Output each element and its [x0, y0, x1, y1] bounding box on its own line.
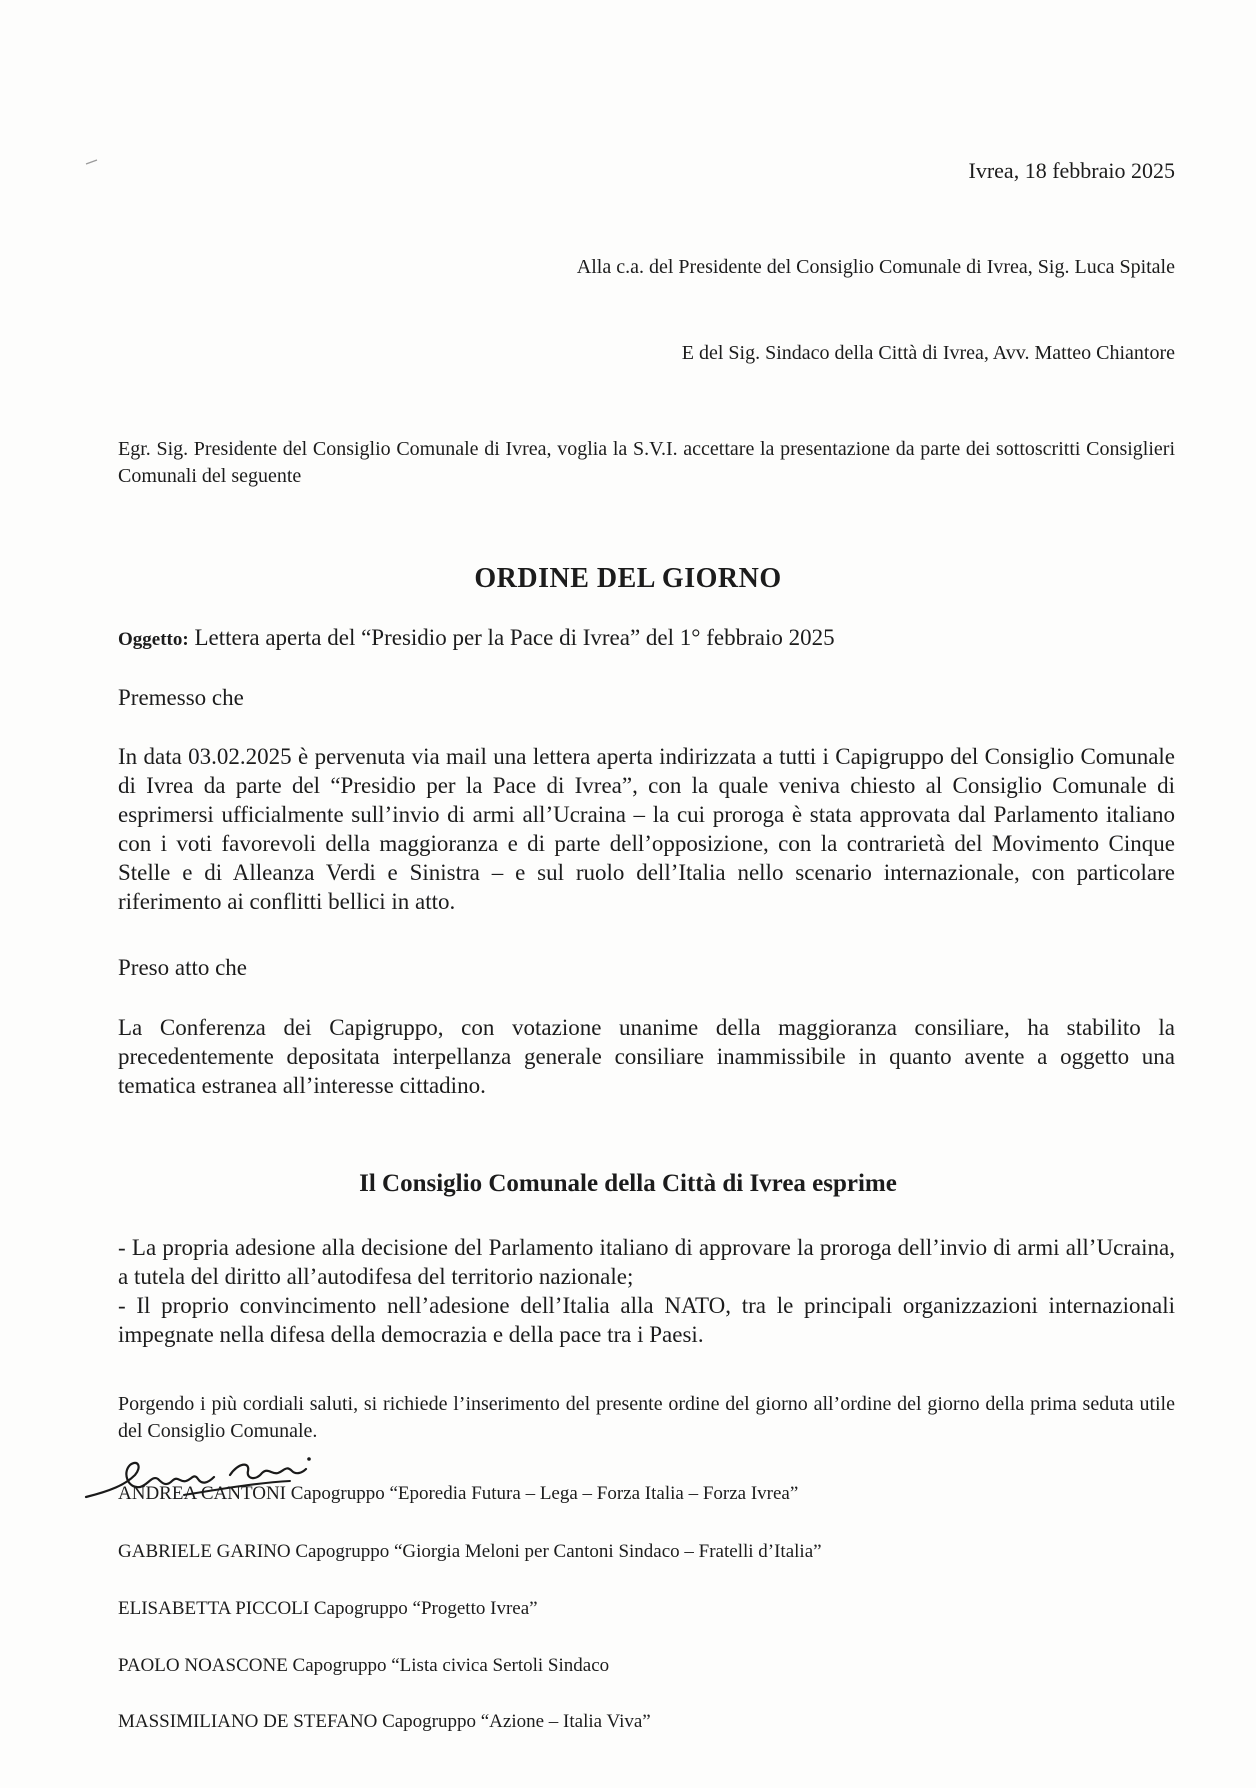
premesso-paragraph: In data 03.02.2025 è pervenuta via mail una lettera aperta indirizzata a tutti i Capigruppo del Consiglio Comunale di Ivrea da parte del “Presidio per la Pace di Ivrea”, con la quale veniva chiesto al Consiglio Comunale di esprimersi ufficialmente sull’invio di armi all’Ucraina – la cui proroga è stata approvata dal Parlamento italiano con i voti favorevoli della maggioranza e di parte dell’opposizione, con la contrarietà del Movimento Cinque Stelle e di Alleanza Verdi e Sinistra – e sul ruolo dell’Italia nello scenario internazionale, con particolare riferimento ai conflitti bellici in atto.: [118, 744, 1175, 914]
subject-label: Oggetto:: [118, 629, 189, 650]
stray-mark-icon: [85, 158, 99, 166]
signer-noascone: PAOLO NOASCONE Capogruppo “Lista civica Sertoli Sindaco: [118, 1655, 610, 1676]
subject-line: [118, 623, 1175, 654]
preso-atto-paragraph: La Conferenza dei Capigruppo, con votazione unanime della maggioranza consiliare, ha stabilito la precedentemente depositata interpellanza generale consiliare inammissibile in quanto avente a oggetto una tematica estranea all’interesse cittadino.: [118, 1015, 1175, 1098]
preso-atto-heading: Preso atto che: [118, 955, 248, 980]
signer-cantoni: ANDREA CANTONI Capogruppo “Eporedia Futura – Lega – Forza Italia – Forza Ivrea”: [118, 1483, 799, 1504]
subject-text: Lettera aperta del “Presidio per la Pace di Ivrea” del 1° febbraio 2025: [194, 625, 835, 650]
intro-paragraph: Egr. Sig. Presidente del Consiglio Comunale di Ivrea, voglia la S.V.I. accettare la presentazione da parte dei sottoscritti Consiglieri Comunali del seguente: [118, 438, 1175, 487]
esprime-list: [118, 1233, 1175, 1349]
signer-garino: GABRIELE GARINO Capogruppo “Giorgia Meloni per Cantoni Sindaco – Fratelli d’Italia”: [118, 1541, 822, 1562]
recipient-mayor: E del Sig. Sindaco della Città di Ivrea, Avv. Matteo Chiantore: [681, 342, 1175, 364]
recipient-president: Alla c.a. del Presidente del Consiglio Comunale di Ivrea, Sig. Luca Spitale: [576, 256, 1175, 278]
list-item: - La propria adesione alla decisione del Parlamento italiano di approvare la proroga dell’invio di armi all’Ucraina, a tutela del diritto all’autodifesa del territorio nazionale;: [118, 1235, 1175, 1289]
esprime-heading: Il Consiglio Comunale della Città di Ivrea esprime: [359, 1170, 897, 1197]
letter-date: Ivrea, 18 febbraio 2025: [968, 158, 1175, 183]
document-title: ORDINE DEL GIORNO: [474, 563, 782, 594]
premesso-heading: Premesso che: [118, 685, 244, 710]
signer-de-stefano: MASSIMILIANO DE STEFANO Capogruppo “Azione – Italia Viva”: [118, 1711, 651, 1732]
closing-paragraph: Porgendo i più cordiali saluti, si richiede l’inserimento del presente ordine del giorno all’ordine del giorno della prima seduta utile del Consiglio Comunale.: [118, 1393, 1175, 1442]
list-item: - Il proprio convincimento nell’adesione dell’Italia alla NATO, tra le principali organizzazioni internazionali impegnate nella difesa della democrazia e della pace tra i Paesi.: [118, 1293, 1175, 1347]
signer-piccoli: ELISABETTA PICCOLI Capogruppo “Progetto Ivrea”: [118, 1598, 538, 1619]
